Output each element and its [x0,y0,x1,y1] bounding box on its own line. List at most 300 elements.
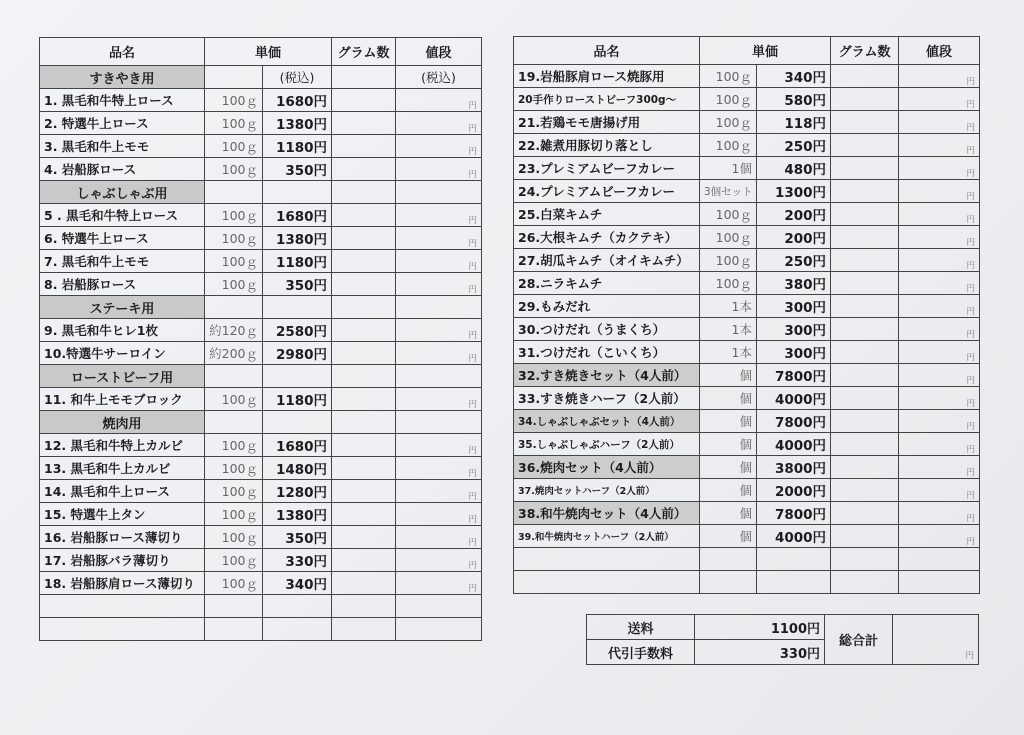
blank-cell[interactable] [899,571,980,594]
price-field[interactable]: 円 [899,410,980,433]
price-field[interactable]: 円 [396,204,482,227]
blank-row [40,595,482,618]
price-field[interactable]: 円 [899,88,980,111]
empty-cell [263,411,332,434]
product-name: 3. 黒毛和牛上モモ [40,135,205,158]
price-cell[interactable] [396,181,482,204]
product-name: 27.胡瓜キムチ（オイキムチ） [514,249,700,272]
grams-input[interactable] [332,480,396,503]
header-unit-price: 単価 [205,38,332,66]
grams-input[interactable] [332,319,396,342]
grams-input[interactable] [332,250,396,273]
table-row [514,157,980,180]
section-row [40,296,482,319]
header-row [40,38,482,66]
table-row [514,479,980,502]
table-row [40,112,482,135]
table-row [514,295,980,318]
unit-price: 1380円 [263,503,332,526]
tax-included-label: (税込) [396,66,482,89]
unit-price: 380円 [757,272,831,295]
product-name: 6. 特選牛上ロース [40,227,205,250]
unit-price: 1680円 [263,89,332,112]
table-row [514,88,980,111]
table-row [40,204,482,227]
product-name: 14. 黒毛和牛上ロース [40,480,205,503]
unit-quantity: 100ｇ [205,549,263,572]
unit-quantity: 約120ｇ [205,319,263,342]
product-name: 30.つけだれ（うまくち） [514,318,700,341]
price-field[interactable]: 円 [899,180,980,203]
unit-quantity: 100ｇ [205,204,263,227]
unit-quantity: 100ｇ [205,457,263,480]
empty-cell [263,181,332,204]
price-field[interactable]: 円 [396,342,482,365]
grams-input[interactable] [831,433,899,456]
grams-input[interactable] [831,295,899,318]
grams-input[interactable] [332,526,396,549]
product-name: 8. 岩船豚ロース [40,273,205,296]
price-field[interactable]: 円 [396,135,482,158]
blank-cell[interactable] [263,595,332,618]
table-row [40,526,482,549]
unit-price: 1480円 [263,457,332,480]
product-name: 26.大根キムチ（カクテキ） [514,226,700,249]
grams-input[interactable] [831,456,899,479]
table-row [40,250,482,273]
blank-row [514,571,980,594]
blank-cell[interactable] [40,595,205,618]
grams-input[interactable] [332,89,396,112]
grams-input[interactable] [831,272,899,295]
table-row [514,341,980,364]
grams-input[interactable] [831,134,899,157]
unit-price: 2980円 [263,342,332,365]
unit-quantity: 個 [700,456,757,479]
table-row [40,388,482,411]
unit-quantity: 100ｇ [205,503,263,526]
unit-price: 300円 [757,295,831,318]
blank-cell[interactable] [40,618,205,641]
product-name: 1. 黒毛和牛特上ロース [40,89,205,112]
grams-input[interactable] [831,226,899,249]
product-name: 28.ニラキムチ [514,272,700,295]
product-name: 4. 岩船豚ロース [40,158,205,181]
price-field[interactable]: 円 [899,226,980,249]
unit-quantity: 100ｇ [205,434,263,457]
blank-cell[interactable] [899,548,980,571]
grams-input[interactable] [831,203,899,226]
price-field[interactable]: 円 [899,134,980,157]
cod-fee-label: 代引手数料 [587,640,695,665]
unit-price: 7800円 [757,364,831,387]
price-field[interactable]: 円 [899,111,980,134]
unit-quantity: 100ｇ [700,134,757,157]
product-name: 35.しゃぶしゃぶハーフ（2人前） [514,433,700,456]
blank-cell[interactable] [205,595,263,618]
price-field[interactable]: 円 [899,479,980,502]
table-row [514,525,980,548]
empty-cell [263,296,332,319]
grams-input[interactable] [831,249,899,272]
unit-quantity: 個 [700,502,757,525]
unit-price: 1380円 [263,227,332,250]
table-row [40,135,482,158]
price-cell[interactable] [396,411,482,434]
order-form-left [39,37,482,641]
product-name: 2. 特選牛上ロース [40,112,205,135]
header-row [514,37,980,65]
empty-cell [205,181,263,204]
price-field[interactable]: 円 [396,158,482,181]
unit-quantity: 1個 [700,157,757,180]
grams-input[interactable] [332,135,396,158]
unit-price: 1180円 [263,135,332,158]
unit-price: 200円 [757,203,831,226]
shipping-row [587,615,979,640]
grams-input[interactable] [332,273,396,296]
table-row [514,364,980,387]
grams-input[interactable] [332,112,396,135]
grams-input[interactable] [332,549,396,572]
unit-price: 300円 [757,341,831,364]
price-cell[interactable] [396,365,482,388]
header-price: 値段 [396,38,482,66]
table-row [514,433,980,456]
table-row [514,203,980,226]
unit-price: 2580円 [263,319,332,342]
table-row [514,272,980,295]
blank-cell[interactable] [831,571,899,594]
unit-quantity: 100ｇ [700,272,757,295]
table-row [40,434,482,457]
price-field[interactable]: 円 [396,273,482,296]
section-label: しゃぶしゃぶ用 [40,181,205,204]
grams-cell[interactable] [332,66,396,89]
unit-price: 200円 [757,226,831,249]
unit-price: 1180円 [263,250,332,273]
grams-input[interactable] [332,457,396,480]
blank-cell[interactable] [757,571,831,594]
tax-row [40,66,482,89]
product-name: 33.すき焼きハーフ（2人前） [514,387,700,410]
product-name: 23.プレミアムビーフカレー [514,157,700,180]
blank-cell[interactable] [396,595,482,618]
blank-cell[interactable] [757,548,831,571]
unit-quantity: 100ｇ [700,88,757,111]
unit-quantity: 個 [700,364,757,387]
unit-quantity: 3個セット [700,180,757,203]
blank-cell[interactable] [700,548,757,571]
blank-cell[interactable] [831,548,899,571]
section-label: すきやき用 [40,66,205,89]
price-field[interactable]: 円 [396,319,482,342]
blank-row [40,618,482,641]
product-name: 19.岩船豚肩ロース焼豚用 [514,65,700,88]
blank-cell[interactable] [514,548,700,571]
price-field[interactable]: 円 [396,572,482,595]
unit-quantity: 100ｇ [700,249,757,272]
grams-input[interactable] [831,364,899,387]
blank-cell[interactable] [332,595,396,618]
price-field[interactable]: 円 [899,525,980,548]
unit-quantity: 100ｇ [205,572,263,595]
price-field[interactable]: 円 [396,434,482,457]
grams-input[interactable] [332,158,396,181]
unit-price: 340円 [263,572,332,595]
table-row [514,249,980,272]
grams-cell[interactable] [332,181,396,204]
unit-price: 4000円 [757,433,831,456]
table-row [514,180,980,203]
unit-price: 7800円 [757,502,831,525]
product-name: 5 . 黒毛和牛特上ロース [40,204,205,227]
grams-input[interactable] [831,111,899,134]
grams-input[interactable] [332,204,396,227]
unit-price: 250円 [757,134,831,157]
blank-cell[interactable] [263,618,332,641]
price-field[interactable]: 円 [899,203,980,226]
product-name: 36.焼肉セット（4人前） [514,456,700,479]
unit-price: 580円 [757,88,831,111]
section-label: ローストビーフ用 [40,365,205,388]
blank-row [514,548,980,571]
price-field[interactable]: 円 [899,295,980,318]
table-row [514,387,980,410]
table-row [40,457,482,480]
header-product-name: 品名 [514,37,700,65]
unit-quantity: 1本 [700,318,757,341]
table-row [40,549,482,572]
blank-cell[interactable] [700,571,757,594]
unit-quantity: 約200ｇ [205,342,263,365]
unit-price: 350円 [263,273,332,296]
table-row [40,273,482,296]
unit-price: 3800円 [757,456,831,479]
header-grams: グラム数 [831,37,899,65]
price-field[interactable]: 円 [396,503,482,526]
table-row [40,89,482,112]
empty-cell [263,365,332,388]
header-product-name: 品名 [40,38,205,66]
section-label: ステーキ用 [40,296,205,319]
unit-price: 118円 [757,111,831,134]
price-field[interactable]: 円 [899,502,980,525]
price-field[interactable]: 円 [899,249,980,272]
section-row [40,365,482,388]
table-row [514,134,980,157]
price-field[interactable]: 円 [396,250,482,273]
grams-input[interactable] [831,479,899,502]
shipping-label: 送料 [587,615,695,640]
product-name: 34.しゃぶしゃぶセット（4人前） [514,410,700,433]
unit-price: 7800円 [757,410,831,433]
unit-price: 1300円 [757,180,831,203]
unit-price: 300円 [757,318,831,341]
grams-input[interactable] [831,65,899,88]
table-row [514,502,980,525]
unit-quantity: 個 [700,410,757,433]
blank-cell[interactable] [396,618,482,641]
grams-input[interactable] [831,341,899,364]
unit-price: 2000円 [757,479,831,502]
table-row [40,342,482,365]
unit-quantity: 100ｇ [700,203,757,226]
price-field[interactable]: 円 [899,157,980,180]
tax-included-label: (税込) [263,66,332,89]
price-field[interactable]: 円 [396,526,482,549]
table-row [40,227,482,250]
price-cell[interactable] [396,296,482,319]
grams-input[interactable] [831,502,899,525]
table-row [514,410,980,433]
product-name: 9. 黒毛和牛ヒレ1枚 [40,319,205,342]
table-row [514,111,980,134]
shipping-value: 1100円 [695,615,825,640]
table-row [514,65,980,88]
grand-total-field[interactable]: 円 [893,615,979,665]
product-name: 15. 特選牛上タン [40,503,205,526]
empty-cell [205,66,263,89]
product-name: 11. 和牛上モモブロック [40,388,205,411]
grams-cell[interactable] [332,411,396,434]
product-name: 7. 黒毛和牛上モモ [40,250,205,273]
unit-price: 250円 [757,249,831,272]
section-row [40,411,482,434]
grams-cell[interactable] [332,296,396,319]
unit-quantity: 100ｇ [205,89,263,112]
blank-cell[interactable] [205,618,263,641]
grams-input[interactable] [332,227,396,250]
price-field[interactable]: 円 [899,65,980,88]
price-field[interactable]: 円 [396,480,482,503]
product-name: 20手作りローストビーフ300g～ [514,88,700,111]
price-field[interactable]: 円 [899,318,980,341]
unit-quantity: 100ｇ [205,135,263,158]
product-name: 21.若鶏モモ唐揚げ用 [514,111,700,134]
price-field[interactable]: 円 [396,549,482,572]
price-field[interactable]: 円 [396,227,482,250]
unit-quantity: 1本 [700,341,757,364]
unit-quantity: 100ｇ [700,65,757,88]
unit-price: 1380円 [263,112,332,135]
product-name: 12. 黒毛和牛特上カルビ [40,434,205,457]
product-name: 22.雑煮用豚切り落とし [514,134,700,157]
order-form-right [513,36,980,594]
unit-quantity: 個 [700,387,757,410]
section-label: 焼肉用 [40,411,205,434]
product-name: 13. 黒毛和牛上カルビ [40,457,205,480]
grams-input[interactable] [831,88,899,111]
grams-input[interactable] [831,180,899,203]
grams-input[interactable] [831,157,899,180]
price-field[interactable]: 円 [899,387,980,410]
unit-price: 350円 [263,526,332,549]
summary-table [586,614,979,665]
price-field[interactable]: 円 [899,456,980,479]
header-price: 値段 [899,37,980,65]
empty-cell [205,296,263,319]
price-field[interactable]: 円 [396,112,482,135]
product-name: 16. 岩船豚ロース薄切り [40,526,205,549]
unit-quantity: 個 [700,433,757,456]
grand-total-label: 総合計 [825,615,893,665]
unit-quantity: 100ｇ [205,250,263,273]
product-name: 31.つけだれ（こいくち） [514,341,700,364]
product-name: 37.焼肉セットハーフ（2人前） [514,479,700,502]
product-name: 17. 岩船豚バラ薄切り [40,549,205,572]
empty-cell [205,411,263,434]
unit-price: 1680円 [263,434,332,457]
table-row [514,226,980,249]
header-grams: グラム数 [332,38,396,66]
product-name: 18. 岩船豚肩ロース薄切り [40,572,205,595]
grams-input[interactable] [332,434,396,457]
price-field[interactable]: 円 [899,341,980,364]
unit-quantity: 1本 [700,295,757,318]
unit-price: 4000円 [757,525,831,548]
grams-input[interactable] [332,572,396,595]
grams-input[interactable] [831,387,899,410]
product-name: 24.プレミアムビーフカレー [514,180,700,203]
unit-quantity: 個 [700,525,757,548]
price-field[interactable]: 円 [396,388,482,411]
unit-price: 1180円 [263,388,332,411]
product-name: 25.白菜キムチ [514,203,700,226]
grams-input[interactable] [332,342,396,365]
unit-quantity: 100ｇ [700,111,757,134]
unit-price: 1680円 [263,204,332,227]
grams-input[interactable] [831,410,899,433]
unit-price: 480円 [757,157,831,180]
cod-fee-value: 330円 [695,640,825,665]
unit-quantity: 100ｇ [205,526,263,549]
price-field[interactable]: 円 [396,89,482,112]
table-row [40,319,482,342]
grams-cell[interactable] [332,365,396,388]
table-row [40,480,482,503]
product-name: 10.特選牛サーロイン [40,342,205,365]
grams-input[interactable] [831,525,899,548]
unit-quantity: 100ｇ [205,273,263,296]
grams-input[interactable] [831,318,899,341]
unit-price: 340円 [757,65,831,88]
header-unit-price: 単価 [700,37,831,65]
table-row [40,503,482,526]
price-field[interactable]: 円 [899,364,980,387]
unit-price: 1280円 [263,480,332,503]
unit-quantity: 100ｇ [205,480,263,503]
price-field[interactable]: 円 [899,272,980,295]
price-field[interactable]: 円 [899,433,980,456]
unit-price: 330円 [263,549,332,572]
grams-input[interactable] [332,388,396,411]
unit-quantity: 100ｇ [700,226,757,249]
blank-cell[interactable] [514,571,700,594]
table-row [40,158,482,181]
product-name: 32.すき焼きセット（4人前） [514,364,700,387]
price-field[interactable]: 円 [396,457,482,480]
grams-input[interactable] [332,503,396,526]
table-row [514,456,980,479]
unit-price: 350円 [263,158,332,181]
empty-cell [205,365,263,388]
section-row [40,181,482,204]
unit-quantity: 個 [700,479,757,502]
blank-cell[interactable] [332,618,396,641]
unit-quantity: 100ｇ [205,158,263,181]
product-name: 39.和牛焼肉セットハーフ（2人前） [514,525,700,548]
